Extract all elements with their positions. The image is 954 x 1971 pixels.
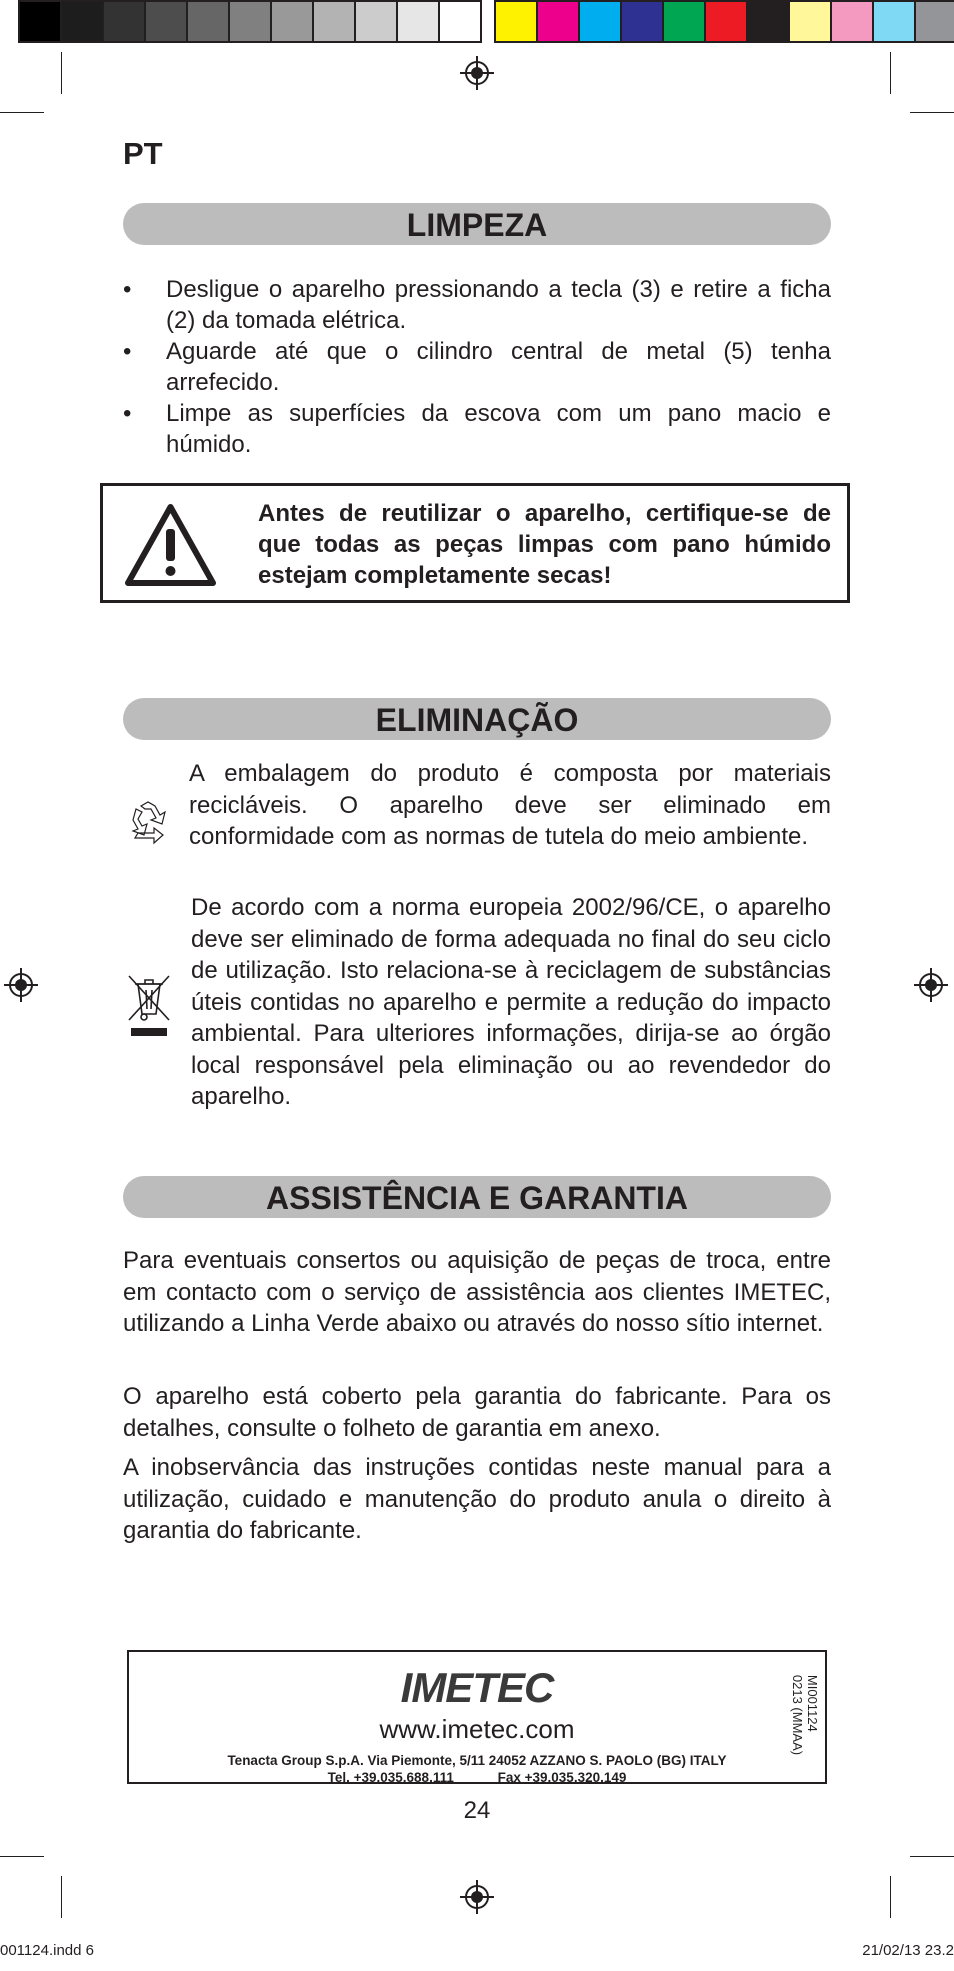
section-title-cleaning: LIMPEZA (123, 203, 831, 245)
document-code-line: MI001124 (804, 1674, 820, 1732)
section-title-disposal: ELIMINAÇÃO (123, 698, 831, 740)
warning-text: Antes de reutilizar o aparelho, certifique-se de que todas as peças limpas com pano húmido estejam completamente secas! (258, 500, 831, 589)
color-swatch (538, 2, 580, 41)
color-swatch (832, 2, 874, 41)
telephone: Tel. +39.035.688.111 (327, 1770, 454, 1785)
contact-line (129, 1769, 825, 1786)
recycling-paragraph: A embalagem do produto é composta por materiais recicláveis. O aparelho deve ser eliminado em conformidade com as normas de tutela do meio ambiente. (189, 760, 831, 850)
list-item: • Desligue o aparelho pressionando a tecla (3) e retire a ficha (2) da tomada elétrica. (123, 274, 831, 336)
list-item: • Aguarde até que o cilindro central de metal (5) tenha arrefecido. (123, 336, 831, 398)
color-swatch (496, 2, 538, 41)
color-swatch (622, 2, 664, 41)
color-swatch (146, 2, 188, 41)
file-slug-right: 21/02/13 23.2 (862, 1942, 954, 1959)
registration-mark-icon (460, 56, 494, 90)
imetec-logo: IMETEC (400, 1664, 554, 1711)
color-swatch (188, 2, 230, 41)
weee-crossed-bin-icon (125, 972, 173, 1040)
warning-box (100, 483, 850, 603)
registration-mark-icon (914, 968, 948, 1002)
color-swatch (104, 2, 146, 41)
registration-mark-icon (4, 968, 38, 1002)
color-swatch (272, 2, 314, 41)
color-swatch (20, 2, 62, 41)
trim-mark (910, 112, 954, 113)
process-color-swatches (494, 0, 954, 43)
manufacturer-info-box (127, 1650, 827, 1784)
color-swatch (440, 2, 480, 41)
warranty-paragraph: Para eventuais consertos ou aquisição de peças de troca, entre em contacto com o serviço de assistência aos clientes IMETEC, utilizando a Linha Verde abaixo ou através do nosso sítio internet. (123, 1247, 831, 1337)
section-title-warranty: ASSISTÊNCIA E GARANTIA (123, 1176, 831, 1218)
address-line: Tenacta Group S.p.A. Via Piemonte, 5/11 24052 AZZANO S. PAOLO (BG) ITALY (227, 1753, 727, 1768)
color-swatch (314, 2, 356, 41)
trim-mark (0, 1856, 44, 1857)
trim-mark (890, 52, 891, 94)
warning-triangle-icon (123, 502, 218, 588)
trim-mark (61, 1876, 62, 1918)
warranty-paragraph: O aparelho está coberto pela garantia do fabricante. Para os detalhes, consulte o folheto de garantia em anexo. (123, 1383, 831, 1442)
file-slug-left: 001124.indd 6 (0, 1942, 94, 1959)
color-swatch (356, 2, 398, 41)
color-swatch (580, 2, 622, 41)
color-swatch (790, 2, 832, 41)
fax: Fax +39.035.320.149 (497, 1770, 627, 1785)
printer-color-bar (18, 0, 954, 43)
trim-mark (0, 112, 44, 113)
color-swatch (916, 2, 954, 41)
cleaning-bullet-list (123, 274, 831, 460)
registration-mark-icon (460, 1880, 494, 1914)
website-link[interactable]: www.imetec.com (379, 1714, 575, 1744)
color-swatch (664, 2, 706, 41)
document-code-line: 0213 (MMAA) (789, 1674, 805, 1756)
trim-mark (910, 1856, 954, 1857)
document-code (790, 1675, 820, 1755)
trim-mark (61, 52, 62, 94)
warranty-paragraph: A inobservância das instruções contidas neste manual para a utilização, cuidado e manutenção do produto anula o direito à garantia do fabricante. (123, 1454, 831, 1544)
weee-paragraph: De acordo com a norma europeia 2002/96/CE, o aparelho deve ser eliminado de forma adequada no final do seu ciclo de utilização. Isto relaciona-se à reciclagem de substâncias úteis contidas no aparelho e permite a redução do impacto ambiental. Para ulteriores informações, dirija-se ao órgão local responsável pela eliminação ou ao revendedor do aparelho. (191, 894, 831, 1110)
recycle-icon (123, 800, 173, 848)
color-swatch (748, 2, 790, 41)
list-item: • Limpe as superfícies da escova com um pano macio e húmido. (123, 398, 831, 460)
color-swatch (230, 2, 272, 41)
gray-scale-swatches (18, 0, 482, 43)
color-swatch (874, 2, 916, 41)
color-swatch (398, 2, 440, 41)
color-swatch (706, 2, 748, 41)
language-code: PT (123, 136, 163, 171)
company-address (129, 1752, 825, 1786)
color-swatch (62, 2, 104, 41)
trim-mark (890, 1876, 891, 1918)
page-number: 24 (463, 1797, 491, 1824)
